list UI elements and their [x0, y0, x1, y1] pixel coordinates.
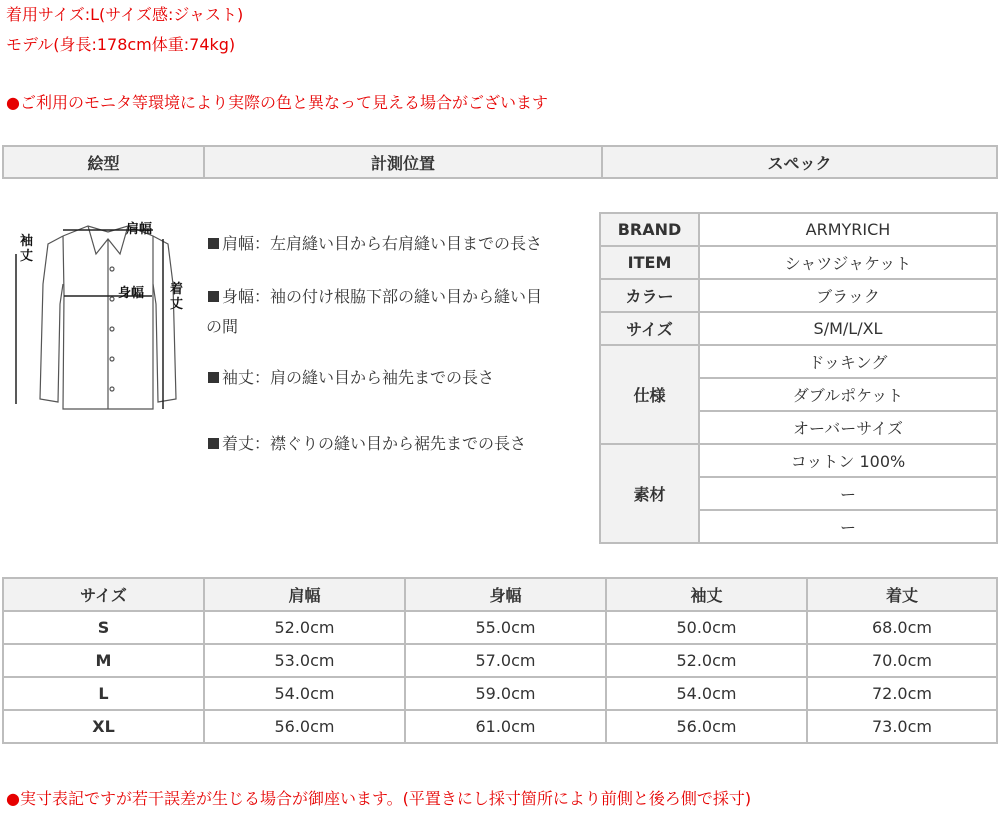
size-header-length: 着丈 [807, 578, 997, 611]
shoulder-cell: 53.0cm [204, 644, 405, 677]
spec-color-label: カラー [600, 279, 699, 312]
header-measure-position: 計測位置 [204, 146, 602, 178]
spec-material-value: コットン 100% [699, 444, 997, 477]
spec-brand-label: BRAND [600, 213, 699, 246]
spec-feature-label: 仕様 [600, 345, 699, 444]
spec-material-value: ー [699, 477, 997, 510]
length-cell: 68.0cm [807, 611, 997, 644]
size-header-shoulder: 肩幅 [204, 578, 405, 611]
square-bullet-icon [208, 291, 219, 302]
body-cell: 57.0cm [405, 644, 606, 677]
section-header-table [2, 145, 998, 179]
measure-desc-length: 着丈：襟ぐりの縫い目から裾先までの長さ [208, 429, 526, 459]
shoulder-cell: 56.0cm [204, 710, 405, 743]
model-note: モデル(身長:178cm体重:74kg) [6, 35, 236, 54]
spec-table [599, 212, 998, 544]
diagram-sleeve-label: 袖丈 [20, 234, 34, 264]
wear-size-note: 着用サイズ:L(サイズ感:ジャスト) [6, 5, 244, 24]
spec-material-value: ー [699, 510, 997, 543]
spec-size-value: S/M/L/XL [699, 312, 997, 345]
size-table-header [3, 578, 997, 611]
header-spec: スペック [602, 146, 997, 178]
size-header-body: 身幅 [405, 578, 606, 611]
size-cell: L [3, 677, 204, 710]
diagram-shoulder-label: 肩幅 [126, 222, 153, 237]
body-cell: 55.0cm [405, 611, 606, 644]
measure-desc-shoulder: 肩幅：左肩縫い目から右肩縫い目までの長さ [208, 229, 542, 259]
measure-desc-body-cont: の間 [206, 317, 239, 336]
sleeve-cell: 50.0cm [606, 611, 807, 644]
length-cell: 72.0cm [807, 677, 997, 710]
spec-item-value: シャツジャケット [699, 246, 997, 279]
shoulder-cell: 54.0cm [204, 677, 405, 710]
size-header-sleeve: 袖丈 [606, 578, 807, 611]
size-cell: XL [3, 710, 204, 743]
length-cell: 70.0cm [807, 644, 997, 677]
table-row [3, 677, 997, 710]
body-cell: 61.0cm [405, 710, 606, 743]
shoulder-cell: 52.0cm [204, 611, 405, 644]
color-warning: ●ご利用のモニタ等環境により実際の色と異なって見える場合がございます [6, 93, 548, 112]
diagram-length-label: 着丈 [170, 282, 184, 312]
sleeve-cell: 54.0cm [606, 677, 807, 710]
shirt-illustration [8, 214, 198, 414]
table-row [3, 710, 997, 743]
square-bullet-icon [208, 438, 219, 449]
table-row [3, 644, 997, 677]
spec-brand-value: ARMYRICH [699, 213, 997, 246]
spec-material-label: 素材 [600, 444, 699, 543]
shirt-diagram [8, 214, 198, 414]
measure-desc-body: 身幅：袖の付け根脇下部の縫い目から縫い目 [208, 282, 542, 312]
sleeve-cell: 56.0cm [606, 710, 807, 743]
header-pattern: 絵型 [3, 146, 204, 178]
measure-desc-sleeve: 袖丈：肩の縫い目から袖先までの長さ [208, 363, 494, 393]
table-row [3, 611, 997, 644]
size-table [2, 577, 998, 744]
size-header-size: サイズ [3, 578, 204, 611]
square-bullet-icon [208, 238, 219, 249]
square-bullet-icon [208, 372, 219, 383]
size-warning: ●実寸表記ですが若干誤差が生じる場合が御座います。(平置きにし採寸箇所により前側と後ろ側で採寸) [6, 789, 752, 808]
size-cell: S [3, 611, 204, 644]
spec-item-label: ITEM [600, 246, 699, 279]
body-cell: 59.0cm [405, 677, 606, 710]
sleeve-cell: 52.0cm [606, 644, 807, 677]
spec-size-label: サイズ [600, 312, 699, 345]
spec-color-value: ブラック [699, 279, 997, 312]
spec-feature-value: ドッキング [699, 345, 997, 378]
size-cell: M [3, 644, 204, 677]
spec-feature-value: ダブルポケット [699, 378, 997, 411]
spec-feature-value: オーバーサイズ [699, 411, 997, 444]
length-cell: 73.0cm [807, 710, 997, 743]
diagram-body-label: 身幅 [118, 286, 145, 301]
